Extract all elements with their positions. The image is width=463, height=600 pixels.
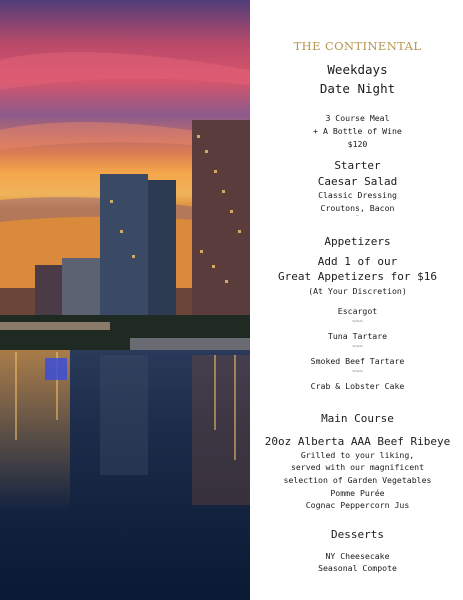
appetizers-intro-1: Add 1 of our (317, 255, 398, 268)
starter-heading: Starter (334, 159, 381, 172)
dessert-item: Seasonal Compote (318, 563, 397, 573)
menu-card (252, 0, 463, 600)
main-course-dish: 20oz Alberta AAA Beef Ribeye (264, 435, 451, 448)
appetizer-item: Tuna Tartare (327, 331, 388, 341)
appetizers-note: (At Your Discretion) (308, 286, 407, 296)
main-course-detail: Cognac Peppercorn Jus (305, 500, 410, 510)
starter-detail-1: Classic Dressing (318, 190, 397, 200)
offer-line-2: + A Bottle of Wine (313, 126, 402, 136)
brand-logo-text: THE CONTINENTAL (293, 39, 422, 53)
appetizer-item: Crab & Lobster Cake (310, 381, 405, 391)
appetizers-heading: Appetizers (324, 235, 391, 248)
dessert-item: NY Cheesecake (325, 551, 390, 561)
starter-rule: — (355, 213, 359, 219)
desserts-heading: Desserts (331, 528, 384, 541)
appetizer-item: Escargot (337, 306, 378, 316)
appetizer-item: Smoked Beef Tartare (310, 356, 405, 366)
menu-title-line-1: Weekdays (327, 62, 388, 77)
main-course-heading: Main Course (321, 412, 394, 425)
offer-price: $120 (347, 139, 368, 149)
main-course-detail: Pomme Purée (330, 488, 385, 498)
appetizer-separator: ~~~ (352, 318, 363, 325)
offer-line-1: 3 Course Meal (325, 113, 390, 123)
starter-dish: Caesar Salad (317, 175, 398, 188)
appetizers-intro-2: Great Appetizers for $16 (278, 270, 437, 283)
menu-title-line-2: Date Night (319, 81, 396, 96)
main-course-detail: Grilled to your liking, (300, 450, 415, 460)
main-course-detail: selection of Garden Vegetables (283, 475, 432, 485)
appetizer-separator: ~~~ (352, 343, 363, 350)
main-course-detail: served with our magnificent (290, 462, 425, 472)
starter-detail-2: Croutons, Bacon (320, 203, 395, 213)
appetizer-separator: ~~~ (352, 368, 363, 375)
